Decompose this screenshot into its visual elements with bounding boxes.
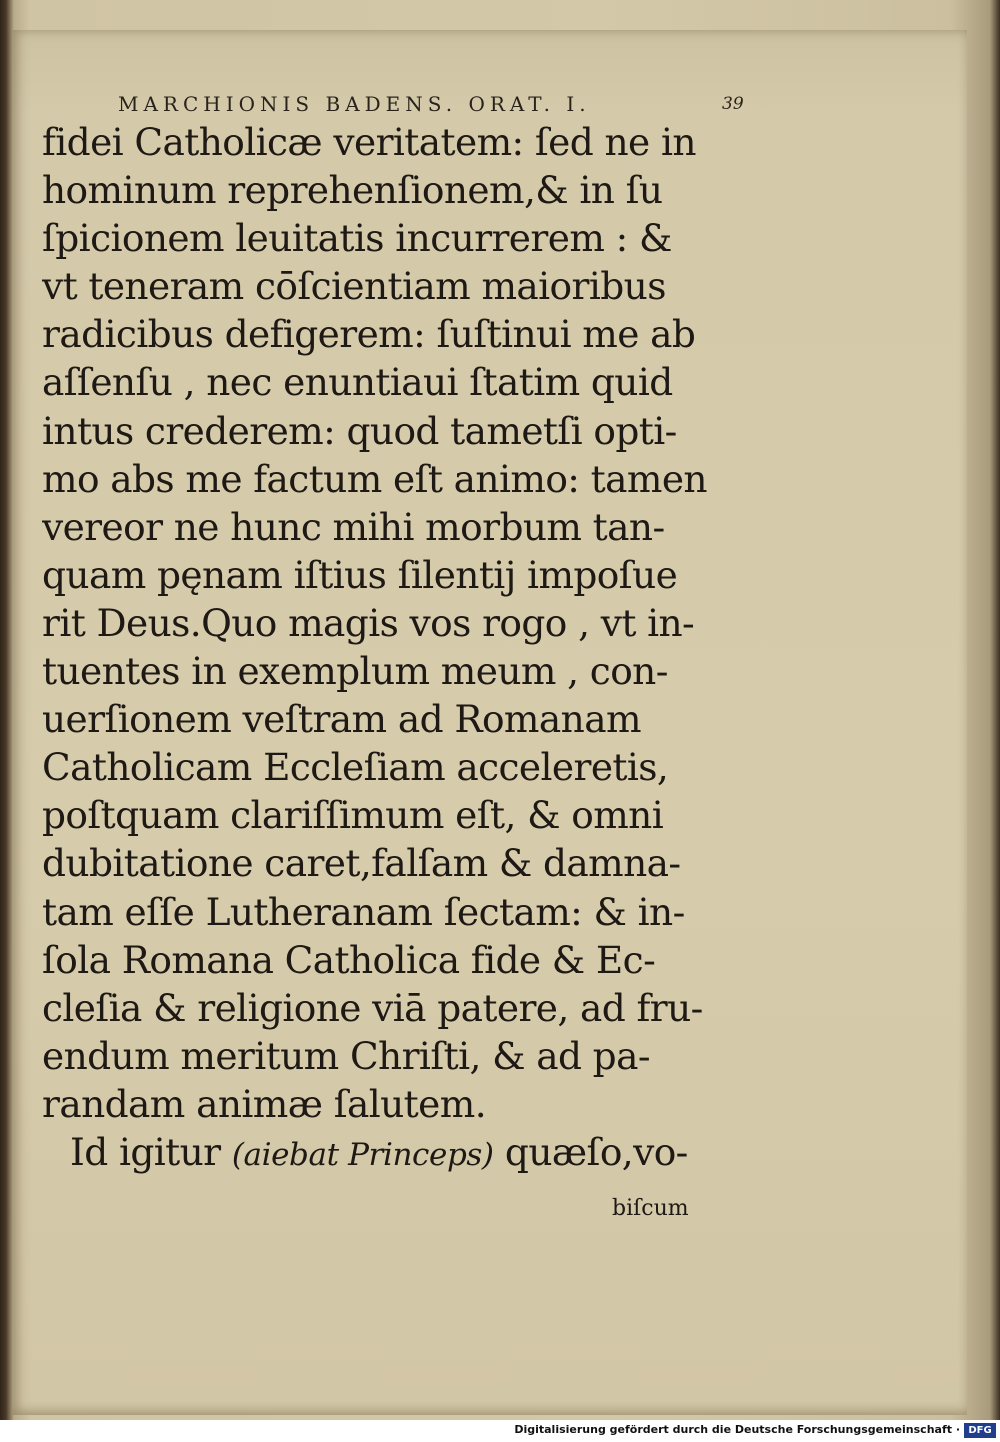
text-line: intus crederem: quod tametſi opti- bbox=[42, 408, 677, 453]
digitization-credit: Digitalisierung gefördert durch die Deutsche Forschungsgemeinschaft · bbox=[514, 1423, 960, 1436]
dfg-logo: DFG bbox=[964, 1423, 996, 1438]
text-line: randam animæ ſalutem. bbox=[42, 1081, 487, 1126]
text-line: vereor ne hunc mihi morbum tan- bbox=[42, 504, 665, 549]
text-line: endum meritum Chriſti, & ad pa- bbox=[42, 1033, 650, 1078]
text-line: tuentes in exemplum meum , con- bbox=[42, 649, 668, 694]
text-line: fidei Catholicæ veritatem: ſed ne in bbox=[42, 120, 696, 164]
italic-aside: (aiebat Princeps) bbox=[231, 1136, 494, 1173]
text-line: ſola Romana Catholica fide & Ec- bbox=[42, 937, 656, 982]
text-line: vt teneram cōſcientiam maioribus bbox=[42, 264, 666, 309]
text-line: hominum reprehenſionem,& in ſu bbox=[42, 168, 663, 213]
page-number: 39 bbox=[722, 94, 744, 114]
text-line: cleſia & religione viā patere, ad fru- bbox=[42, 985, 703, 1030]
text-line: rit Deus.Quo magis vos rogo , vt in- bbox=[42, 600, 695, 645]
text-line: aſſenſu , nec enuntiaui ſtatim quid bbox=[42, 360, 673, 405]
catchword: biſcum bbox=[612, 1196, 689, 1221]
footer-bar bbox=[0, 1420, 1000, 1442]
text-line: quam pęnam iſtius ſilentij impoſue bbox=[42, 552, 678, 597]
running-head: MARCHIONIS BADENS. ORAT. I. bbox=[118, 92, 591, 116]
text-line: Catholicam Eccleſiam acceleretis, bbox=[42, 745, 669, 790]
body-text bbox=[42, 118, 742, 1176]
line-start: Id igitur bbox=[70, 1129, 232, 1174]
line-end: quæſo,vo- bbox=[493, 1129, 688, 1174]
text-line: tam eſſe Lutheranam ſectam: & in- bbox=[42, 889, 685, 934]
text-line: ſpicionem leuitatis incurrerem : & bbox=[42, 216, 672, 261]
text-line: uerſionem veſtram ad Romanam bbox=[42, 697, 641, 742]
text-line: radicibus defigerem: ſuſtinui me ab bbox=[42, 312, 696, 357]
paragraph-start-line bbox=[42, 1128, 742, 1176]
text-line: poſtquam clariſſimum eſt, & omni bbox=[42, 793, 664, 838]
text-line: mo abs me factum eſt animo: tamen bbox=[42, 456, 707, 501]
text-line: dubitatione caret,falſam & damna- bbox=[42, 841, 681, 886]
